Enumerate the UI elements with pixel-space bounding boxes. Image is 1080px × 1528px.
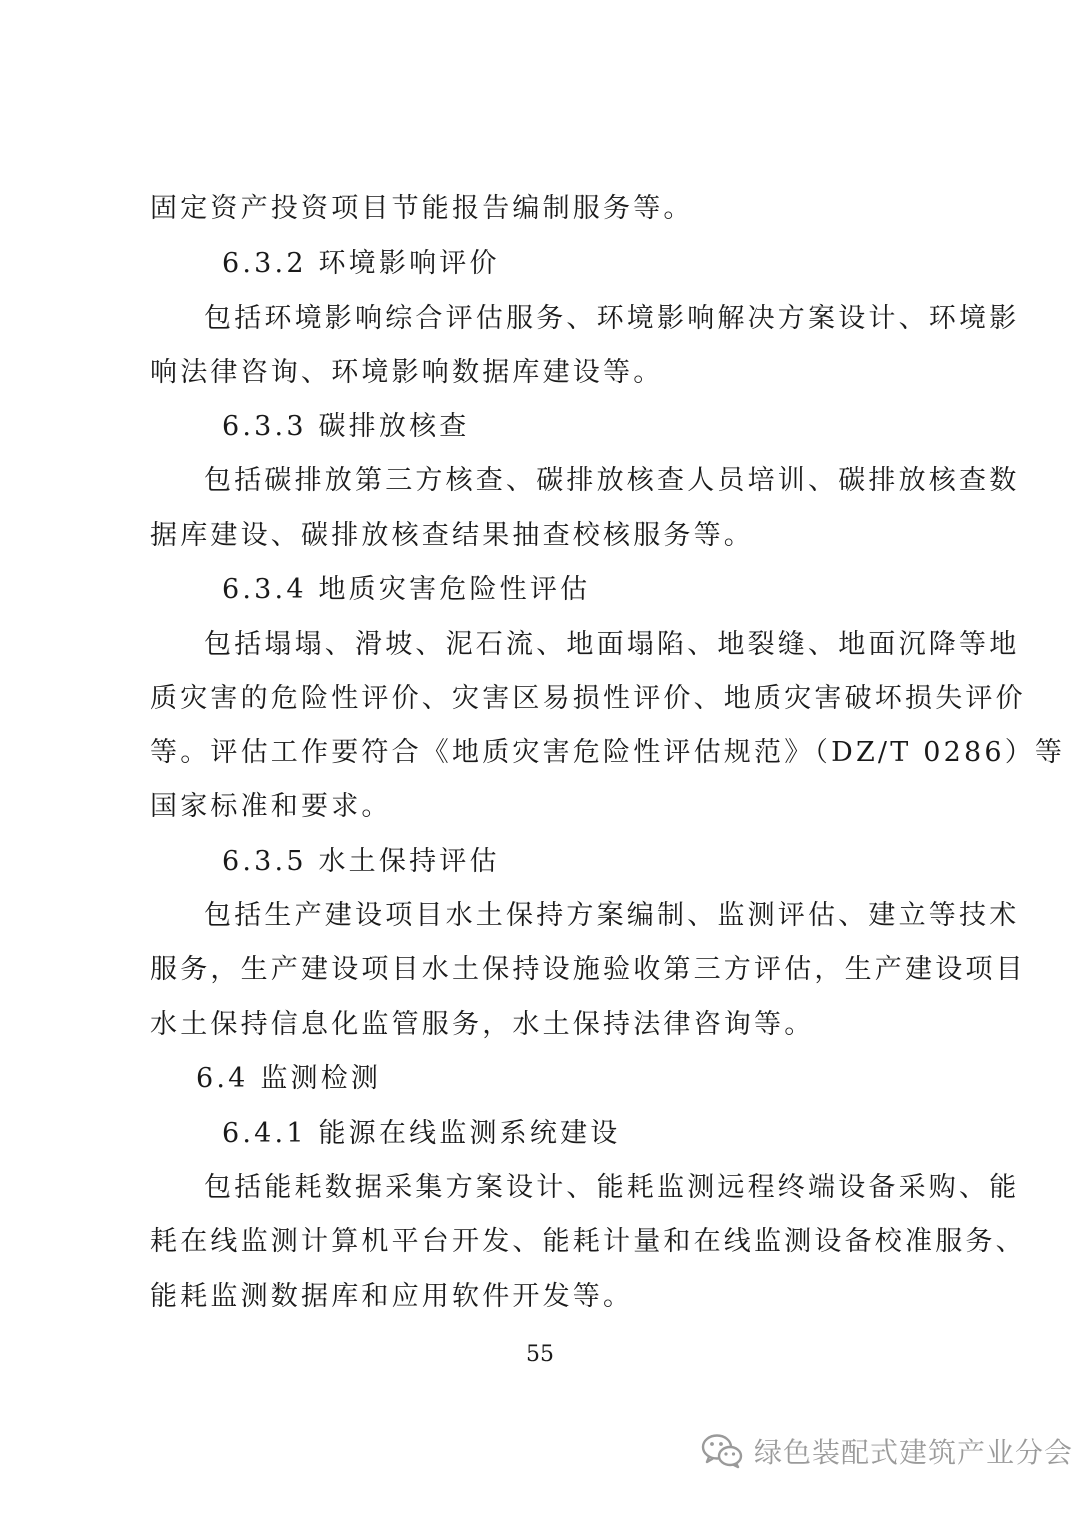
paragraph-line: 包括环境影响综合评估服务、环境影响解决方案设计、环境影 xyxy=(204,303,1020,334)
section-heading-6-3-5: 6.3.5 水土保持评估 xyxy=(222,846,500,877)
paragraph-line: 国家标准和要求。 xyxy=(150,791,392,822)
page-number: 55 xyxy=(526,1342,554,1367)
paragraph-line: 包括能耗数据采集方案设计、能耗监测远程终端设备采购、能 xyxy=(204,1172,1020,1203)
section-heading-6-3-4: 6.3.4 地质灾害危险性评估 xyxy=(222,574,591,605)
paragraph-line: 包括生产建设项目水土保持方案编制、监测评估、建立等技术 xyxy=(204,900,1020,931)
section-heading-6-3-2: 6.3.2 环境影响评价 xyxy=(222,248,500,279)
paragraph-line: 质灾害的危险性评价、灾害区易损性评价、地质灾害破坏损失评价 xyxy=(150,683,1026,714)
section-heading-6-4: 6.4 监测检测 xyxy=(196,1063,382,1094)
watermark-text: 绿色装配式建筑产业分会 xyxy=(754,1436,1074,1469)
paragraph-line: 据库建设、碳排放核查结果抽查校核服务等。 xyxy=(150,520,754,551)
wechat-icon xyxy=(700,1431,744,1471)
paragraph-line: 水土保持信息化监管服务，水土保持法律咨询等。 xyxy=(150,1009,815,1040)
section-heading-6-4-1: 6.4.1 能源在线监测系统建设 xyxy=(222,1118,621,1149)
paragraph-line: 等。评估工作要符合《地质灾害危险性评估规范》（DZ/T 0286）等 xyxy=(150,737,1066,768)
paragraph-line: 包括塌塌、滑坡、泥石流、地面塌陷、地裂缝、地面沉降等地 xyxy=(204,629,1020,660)
paragraph-line: 包括碳排放第三方核查、碳排放核查人员培训、碳排放核查数 xyxy=(204,465,1020,496)
paragraph-line: 服务，生产建设项目水土保持设施验收第三方评估，生产建设项目 xyxy=(150,954,1026,985)
paragraph-line: 耗在线监测计算机平台开发、能耗计量和在线监测设备校准服务、 xyxy=(150,1226,1026,1257)
paragraph-continuation-line: 固定资产投资项目节能报告编制服务等。 xyxy=(150,193,694,224)
paragraph-line: 能耗监测数据库和应用软件开发等。 xyxy=(150,1281,634,1312)
wechat-watermark xyxy=(700,1426,1073,1476)
section-heading-6-3-3: 6.3.3 碳排放核查 xyxy=(222,411,470,442)
paragraph-line: 响法律咨询、环境影响数据库建设等。 xyxy=(150,357,664,388)
